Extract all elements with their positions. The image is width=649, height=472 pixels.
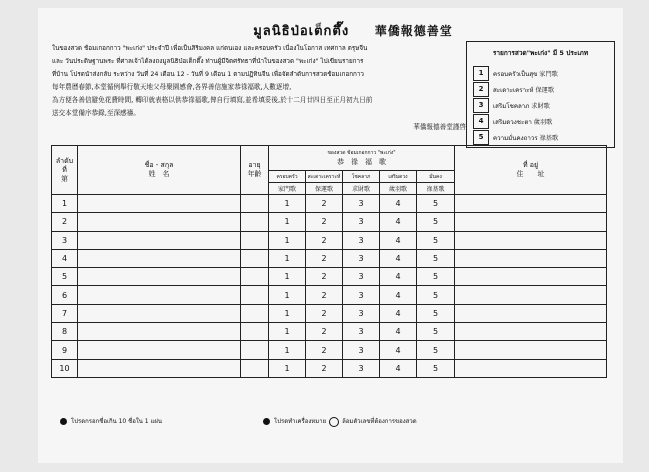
prayer-choice[interactable]: 5 <box>417 359 455 377</box>
prayer-type-item <box>473 130 609 144</box>
prayer-choice[interactable]: 5 <box>417 304 455 322</box>
prayer-choice[interactable]: 3 <box>343 286 380 304</box>
prayer-sub-thai: เสริมดวง <box>380 171 417 183</box>
row-number: 10 <box>52 359 78 377</box>
address-cell[interactable] <box>455 341 607 359</box>
intro-chinese-line2: 為方便各善信避免花費時間, 轉印就表格以供恭祿福歌,俾自行填寫,並希填妥後,於十二月廿四日至正月初九日前 <box>52 96 373 104</box>
footer-note-right: โปรดทำเครื่องหมาย ล้อมตัวเลขที่ต้องการของสวด <box>263 416 417 427</box>
table-row <box>52 231 607 249</box>
row-number: 7 <box>52 304 78 322</box>
prayer-sub-chinese: 家門歌 <box>269 183 306 195</box>
prayer-type-thai: เสริมโชคลาภ <box>493 103 530 110</box>
prayer-type-chinese: 求財歌 <box>531 103 550 110</box>
prayer-type-thai: ครอบครัวเป็นสุข <box>493 71 538 78</box>
prayer-sub-chinese: 祿基歌 <box>417 183 455 195</box>
prayer-choice[interactable]: 5 <box>417 231 455 249</box>
prayer-choice[interactable]: 1 <box>269 249 306 267</box>
name-cell[interactable] <box>78 231 241 249</box>
address-cell[interactable] <box>455 359 607 377</box>
prayer-choice[interactable]: 2 <box>306 341 343 359</box>
prayer-choice[interactable]: 5 <box>417 286 455 304</box>
intro-chinese-line1: 每年農曆春節,本堂循例舉行敬天地父母聚園感會,各界善信施家恭祿福歌,人數逐增, <box>52 83 292 91</box>
prayer-choice[interactable]: 3 <box>343 359 380 377</box>
prayer-choice[interactable]: 3 <box>343 249 380 267</box>
prayer-types-header: รายการสวด"พะเก่ง" มี 5 ประเภท <box>492 49 589 57</box>
prayer-choice[interactable]: 4 <box>380 268 417 286</box>
name-cell[interactable] <box>78 341 241 359</box>
prayer-choice[interactable]: 4 <box>380 213 417 231</box>
row-number: 5 <box>52 268 78 286</box>
row-number: 4 <box>52 249 78 267</box>
prayer-choice[interactable]: 5 <box>417 341 455 359</box>
intro-text <box>52 42 466 134</box>
prayer-choice[interactable]: 1 <box>269 323 306 341</box>
prayer-choice[interactable]: 4 <box>380 359 417 377</box>
intro-signature: 華僑報德善堂謹啓 <box>413 123 466 131</box>
prayer-sub-thai: มั่นคง <box>417 171 455 183</box>
prayer-choice[interactable]: 2 <box>306 195 343 213</box>
prayer-type-number: 1 <box>473 66 489 81</box>
form-title <box>188 20 518 41</box>
prayer-sub-chinese: 歲羽歌 <box>380 183 417 195</box>
footer-note-left: โปรดกรอกชื่อเกิน 10 ชื่อใน 1 แผ่น <box>60 416 162 426</box>
header-name: ชื่อ - สกุล 姓 名 <box>78 146 241 195</box>
prayer-choice[interactable]: 2 <box>306 268 343 286</box>
prayer-choice[interactable]: 3 <box>343 268 380 286</box>
prayer-type-number: 4 <box>473 114 489 129</box>
prayer-type-number: 3 <box>473 98 489 113</box>
age-cell[interactable] <box>241 268 269 286</box>
header-address: ที่ อยู่ 住 址 <box>455 146 607 195</box>
age-cell[interactable] <box>241 213 269 231</box>
prayer-choice[interactable]: 1 <box>269 286 306 304</box>
prayer-choice[interactable]: 1 <box>269 341 306 359</box>
prayer-choice[interactable]: 4 <box>380 195 417 213</box>
prayer-sub-chinese: 保運歌 <box>306 183 343 195</box>
age-cell[interactable] <box>241 323 269 341</box>
prayer-type-item <box>473 66 609 80</box>
prayer-choice[interactable]: 3 <box>343 323 380 341</box>
table-row <box>52 213 607 231</box>
prayer-type-thai: เสริมดวงชะตา <box>493 119 532 126</box>
row-number: 9 <box>52 341 78 359</box>
prayer-choice[interactable]: 5 <box>417 213 455 231</box>
prayer-type-item <box>473 98 609 112</box>
table-row <box>52 249 607 267</box>
prayer-type-thai: ความมั่นคงถาวร <box>493 135 538 142</box>
prayer-choice[interactable]: 1 <box>269 195 306 213</box>
table-row <box>52 286 607 304</box>
prayer-choice[interactable]: 2 <box>306 213 343 231</box>
table-row <box>52 323 607 341</box>
prayer-choice[interactable]: 5 <box>417 323 455 341</box>
row-number: 3 <box>52 231 78 249</box>
prayer-type-chinese: 歲羽歌 <box>533 119 553 126</box>
prayer-sub-thai: ครอบครัว <box>269 171 306 183</box>
intro-thai-line2: และ วันประดิษฐานพระ ที่ศาลเจ้าได้ลงถงมูลนิธิป่อเต็กตึ๊ง ท่านผู้มีจิตศรัทธาที่นำในของสวด "พะเก่ง" ไปเขียนรายการ <box>52 58 364 65</box>
row-number: 2 <box>52 213 78 231</box>
age-cell[interactable] <box>241 286 269 304</box>
header-prayer: ของสวด ช้อมเกอกกาว "พะเก่ง" 恭 祿 福 歌 <box>269 146 455 171</box>
table-body <box>52 195 607 378</box>
prayer-choice[interactable]: 5 <box>417 268 455 286</box>
name-cell[interactable] <box>78 249 241 267</box>
prayer-choice[interactable]: 2 <box>306 286 343 304</box>
prayer-choice[interactable]: 2 <box>306 249 343 267</box>
title-thai: มูลนิธิป่อเต็กตึ๊ง <box>253 24 350 39</box>
name-cell[interactable] <box>78 268 241 286</box>
header-number: ลำดับ ที่ 第 <box>52 146 78 195</box>
prayer-choice[interactable]: 5 <box>417 195 455 213</box>
prayer-type-item <box>473 114 609 128</box>
prayer-choice[interactable]: 5 <box>417 249 455 267</box>
prayer-type-thai: สะเดาะเคราะห์ <box>493 87 534 94</box>
prayer-choice[interactable]: 1 <box>269 231 306 249</box>
prayer-choice[interactable]: 1 <box>269 268 306 286</box>
address-cell[interactable] <box>455 231 607 249</box>
bullet-icon <box>60 418 67 425</box>
prayer-choice[interactable]: 2 <box>306 231 343 249</box>
intro-chinese-line3: 送交本堂備序恭錄,至深感禱。 <box>52 109 140 117</box>
prayer-choice[interactable]: 4 <box>380 231 417 249</box>
table-row <box>52 359 607 377</box>
age-cell[interactable] <box>241 304 269 322</box>
name-cell[interactable] <box>78 213 241 231</box>
circle-icon <box>329 417 339 427</box>
prayer-choice[interactable]: 3 <box>343 304 380 322</box>
prayer-type-number: 5 <box>473 130 489 145</box>
table-row <box>52 195 607 213</box>
name-cell[interactable] <box>78 323 241 341</box>
prayer-choice[interactable]: 3 <box>343 213 380 231</box>
row-number: 1 <box>52 195 78 213</box>
prayer-choice[interactable]: 1 <box>269 304 306 322</box>
age-cell[interactable] <box>241 359 269 377</box>
name-cell[interactable] <box>78 286 241 304</box>
row-number: 8 <box>52 323 78 341</box>
prayer-choice[interactable]: 2 <box>306 304 343 322</box>
prayer-choice[interactable]: 3 <box>343 195 380 213</box>
table-row <box>52 268 607 286</box>
registration-table <box>51 145 607 378</box>
prayer-types-box <box>466 41 615 148</box>
address-cell[interactable] <box>455 195 607 213</box>
prayer-choice[interactable]: 4 <box>380 323 417 341</box>
address-cell[interactable] <box>455 268 607 286</box>
header-age: อายุ 年齡 <box>241 146 269 195</box>
age-cell[interactable] <box>241 249 269 267</box>
table-row <box>52 304 607 322</box>
address-cell[interactable] <box>455 286 607 304</box>
prayer-choice[interactable]: 2 <box>306 323 343 341</box>
prayer-type-item <box>473 82 609 96</box>
name-cell[interactable] <box>78 195 241 213</box>
address-cell[interactable] <box>455 304 607 322</box>
bullet-icon <box>263 418 270 425</box>
age-cell[interactable] <box>241 195 269 213</box>
row-number: 6 <box>52 286 78 304</box>
intro-thai-line1: ในของสวด ช้อมเกอกกาว "พะเก่ง" ประจำปี เพื่อเป็นสิริมงคล แก่ตนเอง และครอบครัว เนื่องในโอกาส เทศกาล ตรุษจีน <box>52 45 368 52</box>
prayer-choice[interactable]: 4 <box>380 341 417 359</box>
name-cell[interactable] <box>78 359 241 377</box>
prayer-type-chinese: 家門歌 <box>539 71 558 78</box>
address-cell[interactable] <box>455 213 607 231</box>
prayer-choice[interactable]: 4 <box>380 286 417 304</box>
prayer-choice[interactable]: 3 <box>343 341 380 359</box>
prayer-type-chinese: 保運歌 <box>535 87 555 94</box>
prayer-sub-thai: สะเดาะเคราะห์ <box>306 171 343 183</box>
prayer-choice[interactable]: 2 <box>306 359 343 377</box>
prayer-sub-chinese: 求財歌 <box>343 183 380 195</box>
prayer-choice[interactable]: 4 <box>380 304 417 322</box>
prayer-type-number: 2 <box>473 82 489 97</box>
title-chinese: 華僑報德善堂 <box>374 24 453 38</box>
prayer-choice[interactable]: 4 <box>380 249 417 267</box>
prayer-choice[interactable]: 1 <box>269 359 306 377</box>
address-cell[interactable] <box>455 323 607 341</box>
prayer-choice[interactable]: 1 <box>269 213 306 231</box>
address-cell[interactable] <box>455 249 607 267</box>
prayer-type-chinese: 祿基歌 <box>539 135 559 142</box>
prayer-choice[interactable]: 3 <box>343 231 380 249</box>
table-row <box>52 341 607 359</box>
age-cell[interactable] <box>241 341 269 359</box>
form-sheet <box>38 8 623 463</box>
name-cell[interactable] <box>78 304 241 322</box>
prayer-sub-thai: โชคลาภ <box>343 171 380 183</box>
intro-thai-line3: ที่บ้าน โปรดนำส่งกลับ ระหว่าง วันที่ 24 เดือน 12 - วันที่ 9 เดือน 1 ตามปฏิทินจีน เพื่อจัดลำดับการสวดช้อมเกอกกาว <box>52 71 364 78</box>
age-cell[interactable] <box>241 231 269 249</box>
